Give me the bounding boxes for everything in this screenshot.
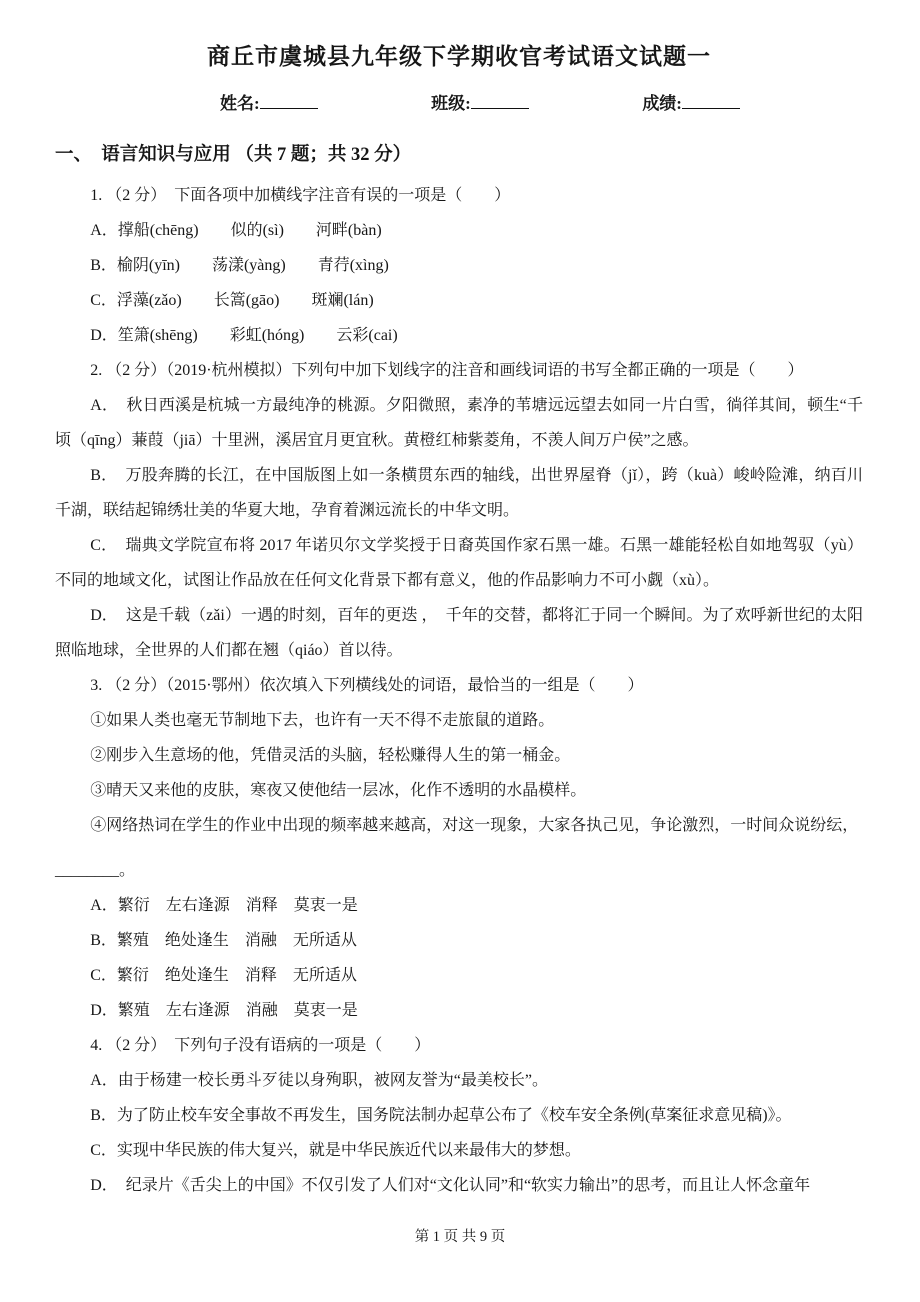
q4-option-a: A．由于杨建一校长勇斗歹徒以身殉职，被网友誉为“最美校长”。 [90,1072,548,1089]
q3-sentence-2: ②刚步入生意场的他，凭借灵活的头脑，轻松赚得人生的第一桶金。 [90,747,571,764]
question-4: 4. （2 分） 下列句子没有语病的一项是（ ） [90,1037,431,1054]
score-blank-line [682,94,740,109]
question-2: 2. （2 分）（2019·杭州模拟）下列句中加下划线字的注音和画线词语的书写全都正确的一项是（ ） [90,362,804,379]
q3-option-b: B．繁殖 绝处逢生 消融 无所适从 [90,932,357,949]
section-heading: 一、 语言知识与应用 （共 7 题；共 32 分） [55,145,412,165]
q3-sentence-4: ④网络热词在学生的作业中出现的频率越来越高，对这一现象，大家各执己见，争论激烈，一时间众说纷纭， [90,817,859,834]
score-field [642,89,740,114]
exam-title: 商丘市虞城县九年级下学期收官考试语文试题一 [207,44,711,69]
q4-option-c: C．实现中华民族的伟大复兴，就是中华民族近代以来最伟大的梦想。 [90,1142,581,1159]
class-blank-line [471,94,529,109]
q2-option-b: B． 万股奔腾的长江，在中国版图上如一条横贯东西的轴线，出世界屋脊（jǐ），跨（kuà）峻岭险滩，纳百川千湖，联结起锦绣壮美的华夏大地，孕育着渊远流长的中华文明。 [55,467,863,519]
name-blank-line [260,94,318,109]
q4-option-d: D． 纪录片《舌尖上的中国》不仅引发了人们对“文化认同”和“软实力输出”的思考，而且让人怀念童年 [90,1177,811,1194]
q1-option-a: A．撑船(chēng) 似的(sì) 河畔(bàn) [90,222,382,239]
score-field-label: 成绩: [642,94,682,113]
q3-sentence-1: ①如果人类也毫无节制地下去，也许有一天不得不走旅鼠的道路。 [90,712,555,729]
q3-option-d: D．繁殖 左右逢源 消融 莫衷一是 [90,1002,358,1019]
class-field-label: 班级: [431,94,471,113]
q1-option-c: C．浮藻(zǎo) 长篙(gāo) 斑斓(lán) [90,292,374,309]
question-1: 1. （2 分） 下面各项中加横线字注音有误的一项是（ ） [90,187,511,204]
q3-sentence-3: ③晴天又来他的皮肤，寒夜又使他结一层冰，化作不透明的水晶模样。 [90,782,587,799]
page-number-footer: 第 1 页 共 9 页 [414,1229,506,1245]
name-field [220,89,318,114]
question-content [55,178,863,1203]
name-field-label: 姓名: [220,94,260,113]
header-fields-row [220,89,740,114]
q4-option-b: B．为了防止校车安全事故不再发生，国务院法制办起草公布了《校车安全条例(草案征求意见稿)》。 [90,1107,792,1124]
question-3: 3. （2 分）（2015·鄂州）依次填入下列横线处的词语，最恰当的一组是（ ） [90,677,644,694]
class-field [431,89,529,114]
q1-option-b: B．榆阴(yīn) 荡漾(yàng) 青荇(xìng) [90,257,389,274]
q3-option-c: C．繁衍 绝处逢生 消释 无所适从 [90,967,357,984]
q3-option-a: A．繁衍 左右逢源 消释 莫衷一是 [90,897,358,914]
q3-fill-blank-line: ________。 [55,862,136,879]
q2-option-a: A． 秋日西溪是杭城一方最纯净的桃源。夕阳微照，素净的苇塘远远望去如同一片白雪，徜徉其间，顿生“千顷（qīng）蒹葭（jiā）十里洲，溪居宜月更宜秋。黄橙红柿紫菱角，不羡人间万户侯”之感。 [55,397,863,449]
q1-option-d: D．笙箫(shēng) 彩虹(hóng) 云彩(cai) [90,327,398,344]
q2-option-d: D． 这是千载（zǎi）一遇的时刻，百年的更迭 ， 千年的交替，都将汇于同一个瞬间。为了欢呼新世纪的太阳照临地球，全世界的人们都在翘（qiáo）首以待。 [55,607,863,659]
q2-option-c: C． 瑞典文学院宣布将 2017 年诺贝尔文学奖授于日裔英国作家石黑一雄。石黑一雄能轻松自如地驾驭（yù）不同的地域文化，试图让作品放在任何文化背景下都有意义，他的作品影响力不可小觑（xù）。 [55,537,863,589]
